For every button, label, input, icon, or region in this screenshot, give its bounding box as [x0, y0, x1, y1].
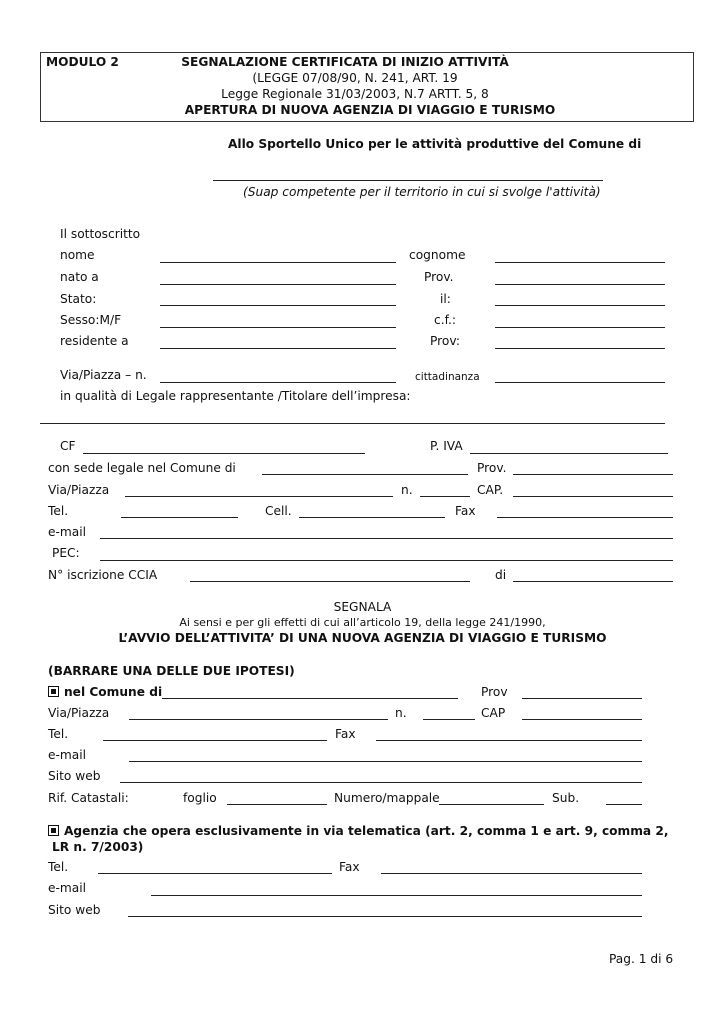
opt-prov-field[interactable] [522, 698, 642, 699]
opt2-fax-field[interactable] [381, 873, 642, 874]
company-tel-label: Tel. [48, 504, 69, 518]
company-n-field[interactable] [420, 496, 470, 497]
undersigned-label: Il sottoscritto [60, 227, 141, 241]
company-tel-field[interactable] [121, 517, 238, 518]
via-label: Via/Piazza – n. [60, 368, 147, 382]
company-email-label: e-mail [48, 525, 87, 539]
numero-field[interactable] [439, 804, 544, 805]
sub-label: Sub. [552, 791, 580, 805]
company-n-label: n. [401, 483, 413, 497]
opt-email-label: e-mail [48, 748, 87, 762]
module-label: MODULO 2 [46, 55, 119, 69]
opt-fax-field[interactable] [376, 740, 642, 741]
opt-tel-label: Tel. [48, 727, 69, 741]
segnala-main: L’AVVIO DELL’ATTIVITA’ DI UNA NUOVA AGENZIA DI VIAGGIO E TURISMO [118, 631, 607, 645]
opt2-fax-label: Fax [339, 860, 360, 874]
comune-field[interactable] [213, 180, 603, 181]
opt-n-field[interactable] [423, 719, 475, 720]
option-telematica[interactable] [48, 824, 669, 838]
nato-field[interactable] [160, 284, 396, 285]
company-email-field[interactable] [100, 538, 673, 539]
option-telematica-label: Agenzia che opera esclusivamente in via telematica (art. 2, comma 1 e art. 9, comma 2, [64, 824, 669, 838]
via-field[interactable] [160, 382, 396, 383]
law-reference-2: Legge Regionale 31/03/2003, N.7 ARTT. 5, 8 [221, 87, 489, 101]
nato-label: nato a [60, 270, 99, 284]
cittadinanza-label: cittadinanza [415, 371, 480, 383]
qualita-field[interactable] [40, 423, 665, 424]
checkbox-filled-icon[interactable] [48, 686, 59, 697]
ccia-di-label: di [495, 568, 507, 582]
prov2-label: Prov: [430, 334, 460, 348]
prov2-field[interactable] [495, 348, 665, 349]
cognome-label: cognome [409, 248, 466, 262]
opt-n-label: n. [395, 706, 407, 720]
opt-sito-label: Sito web [48, 769, 101, 783]
company-cap-label: CAP. [477, 483, 504, 497]
option-comune[interactable] [48, 685, 162, 699]
opt-sito-field[interactable] [120, 782, 642, 783]
prov-field[interactable] [495, 284, 665, 285]
form-title: SEGNALAZIONE CERTIFICATA DI INIZIO ATTIVITÀ [181, 55, 509, 69]
stato-label: Stato: [60, 292, 97, 306]
opt-email-field[interactable] [129, 761, 642, 762]
opt-cap-field[interactable] [522, 719, 642, 720]
segnala-subtitle: Ai sensi e per gli effetti di cui all’articolo 19, della legge 241/1990, [179, 616, 546, 629]
suap-note: (Suap competente per il territorio in cui si svolge l'attività) [243, 185, 601, 199]
stato-field[interactable] [160, 305, 396, 306]
piva-field[interactable] [470, 453, 668, 454]
company-prov-field[interactable] [513, 474, 673, 475]
numero-label: Numero/mappale [334, 791, 440, 805]
opt2-email-label: e-mail [48, 881, 87, 895]
foglio-label: foglio [183, 791, 217, 805]
nome-field[interactable] [160, 262, 396, 263]
cf-label: c.f.: [434, 313, 456, 327]
sede-label: con sede legale nel Comune di [48, 461, 236, 475]
opt2-tel-label: Tel. [48, 860, 69, 874]
cf-field[interactable] [495, 327, 665, 328]
ccia-field[interactable] [190, 581, 470, 582]
company-fax-field[interactable] [497, 517, 673, 518]
sesso-field[interactable] [160, 327, 396, 328]
prov-label: Prov. [424, 270, 454, 284]
checkbox-filled-icon[interactable] [48, 825, 59, 836]
sede-field[interactable] [262, 474, 468, 475]
company-cf-field[interactable] [83, 453, 365, 454]
birthdate-field[interactable] [495, 305, 665, 306]
opt2-sito-label: Sito web [48, 903, 101, 917]
foglio-field[interactable] [227, 804, 327, 805]
cell-label: Cell. [265, 504, 292, 518]
ccia-di-field[interactable] [513, 581, 673, 582]
opt2-tel-field[interactable] [98, 873, 332, 874]
sub-field[interactable] [606, 804, 642, 805]
company-cf-label: CF [60, 439, 76, 453]
pec-label: PEC: [52, 546, 80, 560]
opt-tel-field[interactable] [103, 740, 327, 741]
company-cap-field[interactable] [513, 496, 673, 497]
page-number: Pag. 1 di 6 [609, 952, 674, 966]
company-via-field[interactable] [125, 496, 393, 497]
nome-label: nome [60, 248, 95, 262]
opt2-sito-field[interactable] [128, 916, 642, 917]
catastali-label: Rif. Catastali: [48, 791, 129, 805]
opt-cap-label: CAP [481, 706, 506, 720]
opt-prov-label: Prov [481, 685, 508, 699]
sesso-label: Sesso:M/F [60, 313, 122, 327]
cell-field[interactable] [299, 517, 445, 518]
cittadinanza-field[interactable] [495, 382, 665, 383]
options-instruction: (BARRARE UNA DELLE DUE IPOTESI) [48, 664, 295, 678]
opt-via-label: Via/Piazza [48, 706, 110, 720]
residente-label: residente a [60, 334, 129, 348]
opt2-email-field[interactable] [151, 895, 642, 896]
company-via-label: Via/Piazza [48, 483, 110, 497]
pec-field[interactable] [100, 560, 673, 561]
segnala-title: SEGNALA [333, 600, 392, 614]
option-comune-label: nel Comune di [64, 685, 163, 699]
addressee-line: Allo Sportello Unico per le attività produttive del Comune di [228, 137, 642, 151]
company-prov-label: Prov. [477, 461, 507, 475]
opt-via-field[interactable] [129, 719, 388, 720]
option-comune-field[interactable] [162, 698, 458, 699]
residente-field[interactable] [160, 348, 396, 349]
form-subtitle: APERTURA DI NUOVA AGENZIA DI VIAGGIO E TURISMO [184, 103, 556, 117]
il-label: il: [440, 292, 451, 306]
law-reference-1: (LEGGE 07/08/90, N. 241, ART. 19 [252, 71, 458, 85]
qualita-label: in qualità di Legale rappresentante /Titolare dell’impresa: [60, 389, 411, 403]
ccia-label: N° iscrizione CCIA [48, 568, 158, 582]
cognome-field[interactable] [495, 262, 665, 263]
company-fax-label: Fax [455, 504, 476, 518]
opt-fax-label: Fax [335, 727, 356, 741]
piva-label: P. IVA [430, 439, 463, 453]
option-telematica-label-2: LR n. 7/2003) [52, 840, 144, 854]
